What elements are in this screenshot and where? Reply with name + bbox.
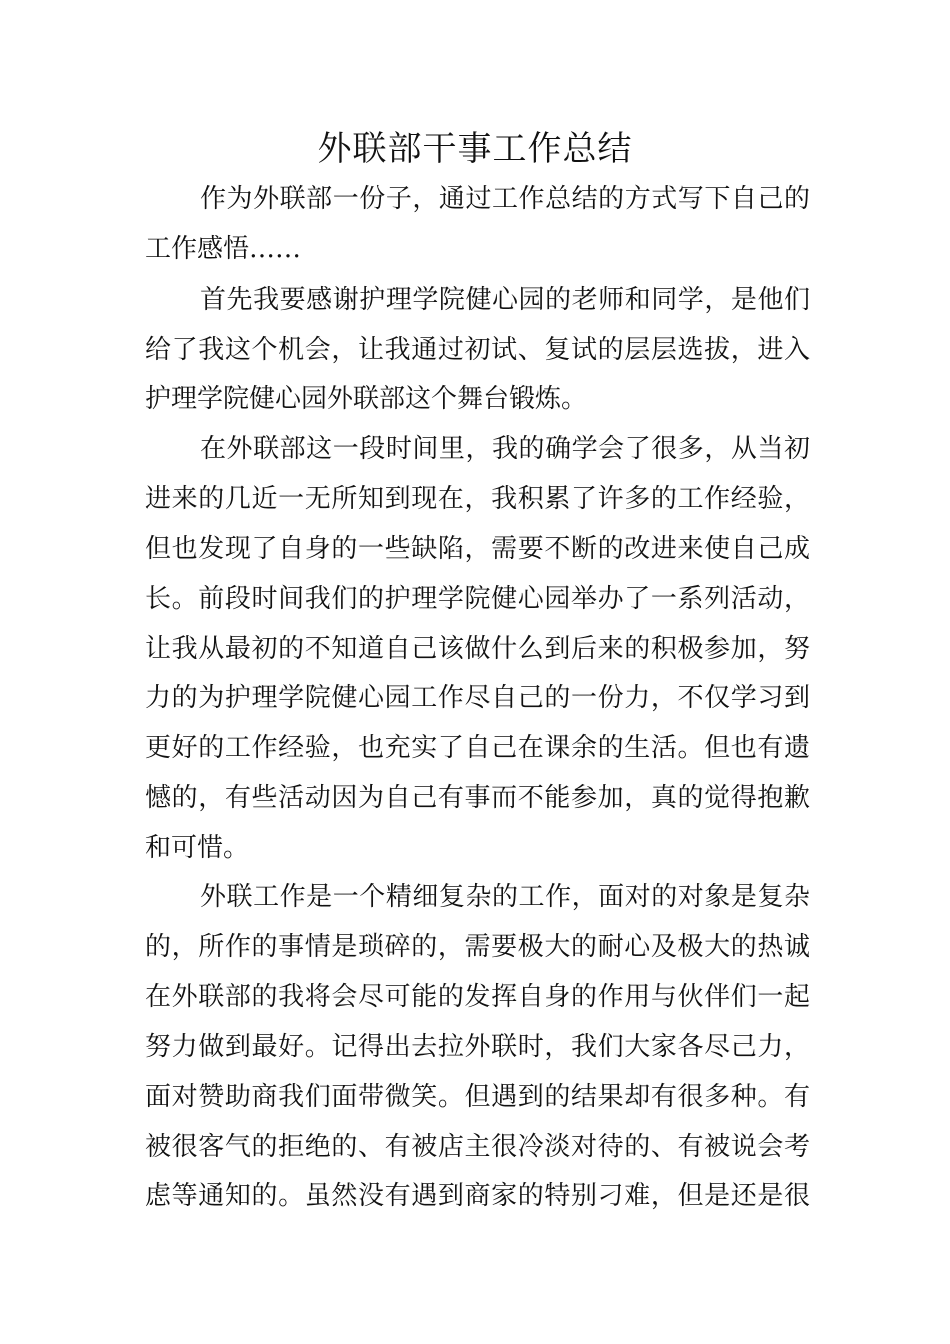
paragraph-line: 长。前段时间我们的护理学院健心园举办了一系列活动， xyxy=(145,584,810,614)
paragraph-line: 在外联部的我将会尽可能的发挥自身的作用与伙伴们一起 xyxy=(145,982,810,1012)
paragraph-line: 憾的，有些活动因为自己有事而不能参加，真的觉得抱歉 xyxy=(145,783,810,813)
paragraph-line: 和可惜。 xyxy=(145,833,250,863)
paragraph-line: 外联工作是一个精细复杂的工作，面对的对象是复杂 xyxy=(200,882,810,912)
paragraph-line: 工作感悟…… xyxy=(145,234,302,264)
paragraph-line: 护理学院健心园外联部这个舞台锻炼。 xyxy=(145,384,588,414)
paragraph-line: 面对赞助商我们面带微笑。但遇到的结果却有很多种。有 xyxy=(145,1082,810,1112)
paragraph-line: 首先我要感谢护理学院健心园的老师和同学，是他们 xyxy=(200,285,810,315)
paragraph-line: 虑等通知的。虽然没有遇到商家的特别刁难，但是还是很 xyxy=(145,1181,810,1211)
paragraph-line: 给了我这个机会，让我通过初试、复试的层层选拔，进入 xyxy=(145,335,810,365)
paragraph-line: 进来的几近一无所知到现在，我积累了许多的工作经验， xyxy=(145,484,810,514)
paragraph-line: 被很客气的拒绝的、有被店主很冷淡对待的、有被说会考 xyxy=(145,1132,810,1162)
document-title: 外联部干事工作总结 xyxy=(317,129,633,169)
paragraph-line: 让我从最初的不知道自己该做什么到后来的积极参加，努 xyxy=(145,634,810,664)
paragraph-line: 努力做到最好。记得出去拉外联时，我们大家各尽己力， xyxy=(145,1032,810,1062)
paragraph-line: 的，所作的事情是琐碎的，需要极大的耐心及极大的热诚 xyxy=(145,932,810,962)
paragraph-line: 但也发现了自身的一些缺陷，需要不断的改进来使自己成 xyxy=(145,534,810,564)
paragraph-line: 力的为护理学院健心园工作尽自己的一份力，不仅学习到 xyxy=(145,683,810,713)
paragraph-line: 在外联部这一段时间里，我的确学会了很多，从当初 xyxy=(200,434,810,464)
paragraph-line: 更好的工作经验，也充实了自己在课余的生活。但也有遗 xyxy=(145,733,810,763)
paragraph-line: 作为外联部一份子，通过工作总结的方式写下自己的 xyxy=(200,184,810,214)
